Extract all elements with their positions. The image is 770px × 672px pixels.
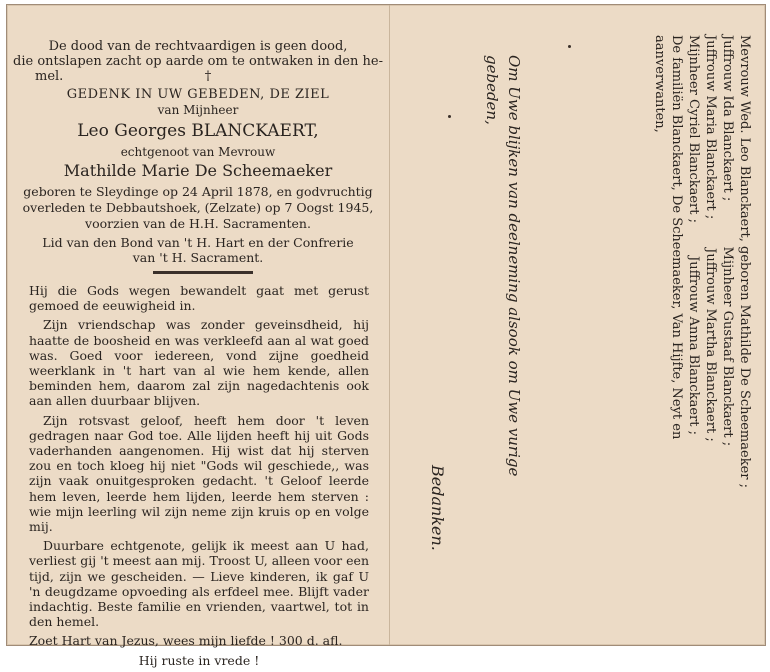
- of-sir-label: van Mijnheer: [157, 103, 239, 117]
- cross-icon: †: [204, 69, 212, 84]
- family-line-4: Mijnheer Cyriel Blanckaert ; Juffrouw Anna Blanckaert ;: [686, 35, 701, 435]
- right-panel: [390, 5, 765, 645]
- family-line-1: Mevrouw Wed. Leo Blanckaert, geboren Mathilde De Scheemaeker ;: [737, 35, 752, 488]
- remember-heading: GEDENK IN UW GEBEDEN, DE ZIEL: [66, 87, 330, 102]
- spouse-name: Mathilde Marie De Scheemaeker: [63, 161, 333, 180]
- eulogy-paragraph-4: Duurbare echtgenote, gelijk ik meest aan U had, verliest gij 't meest aan mij. Troost U, alleen voor een tijd, zijn we gescheiden. — Lieve kinderen, ik gaf U 'n deugdzame opvoeding als erfdeel mee. Blijft vader indachtig. Beste familie en vrienden, vaartwel, tot in den hemel.: [29, 538, 369, 630]
- speck-decoration: [448, 115, 451, 118]
- eulogy-paragraph-2: Zijn vriendschap was zonder geveinsdheid, hij haatte de boosheid en was verkleefd aan al wat goed was. Goed voor iedereen, vond zijne goedheid weerklank in 't hart van al wie hem kende, allen beminden hem, daarom zal zijn nagedachtenis ook aan allen duurbaar blijven.: [29, 317, 369, 409]
- quote-line-3: mel.: [35, 69, 64, 84]
- family-line-5: De familiën Blanckaert, De Scheemaeker, Van Hijfte, Neyt en: [669, 35, 684, 440]
- divider-rule: [153, 271, 253, 274]
- family-line-2: Juffrouw Ida Blanckaert ; Mijnheer Gustaaf Blanckaert ;: [720, 35, 735, 447]
- death-line: overleden te Debbautshoek, (Zelzate) op 7 Oogst 1945,: [22, 200, 374, 215]
- eulogy-paragraph-3: Zijn rotsvast geloof, heeft hem door 't leven gedragen naar God toe. Alle lijden heeft hij uit Gods vaderhanden aangenomen. Hij wist dat hij sterven zou en toch kloeg hij niet "Gods wil geschiede,, was zijn vaak onuitgesproken gedacht. 't Geloof leerde hem leven, leerde hem lijden, leerde hem sterven : wie mijn leerling wil zijn neme zijn kruis op en volge mij.: [29, 412, 369, 535]
- eulogy-paragraph-1: Hij die Gods wegen bewandelt gaat met gerust gemoed de eeuwigheid in.: [29, 283, 369, 314]
- quote-line-1: De dood van de rechtvaardigen is geen dood,: [48, 39, 348, 54]
- closing-prayer: Zoet Hart van Jezus, wees mijn liefde ! 300 d. afl.: [29, 633, 343, 649]
- thanks-text: [481, 55, 525, 595]
- family-line-3: Juffrouw Maria Blanckaert ; Juffrouw Martha Blanckaert ;: [703, 35, 718, 442]
- birth-line: geboren te Sleydinge op 24 April 1878, en godvruchtig: [23, 184, 373, 199]
- membership-line-2: van 't H. Sacrament.: [132, 250, 264, 265]
- sacraments-line: voorzien van de H.H. Sacramenten.: [85, 216, 311, 231]
- membership-line-1: Lid van den Bond van 't H. Hart en der Confrerie: [42, 235, 354, 250]
- thanks-line-2: gebeden,: [483, 55, 501, 125]
- speck-decoration: [568, 45, 571, 48]
- left-panel: [7, 5, 389, 668]
- rest-in-peace: Hij ruste in vrede !: [138, 652, 260, 668]
- thanks-line-1: Om Uwe blijken van deelneming alsook om Uwe vurige: [505, 55, 523, 477]
- family-list: [651, 35, 753, 625]
- memorial-card: [6, 4, 766, 668]
- spouse-intro: echtgenoot van Mevrouw: [120, 145, 276, 159]
- signature: Bedanken.: [428, 465, 447, 551]
- deceased-name: Leo Georges BLANCKAERT,: [77, 121, 319, 141]
- eulogy-text: [29, 283, 369, 672]
- family-line-6: aanverwanten,: [652, 35, 667, 133]
- quote-line-2: die ontslapen zacht op aarde om te ontwaken in den he-: [13, 54, 383, 69]
